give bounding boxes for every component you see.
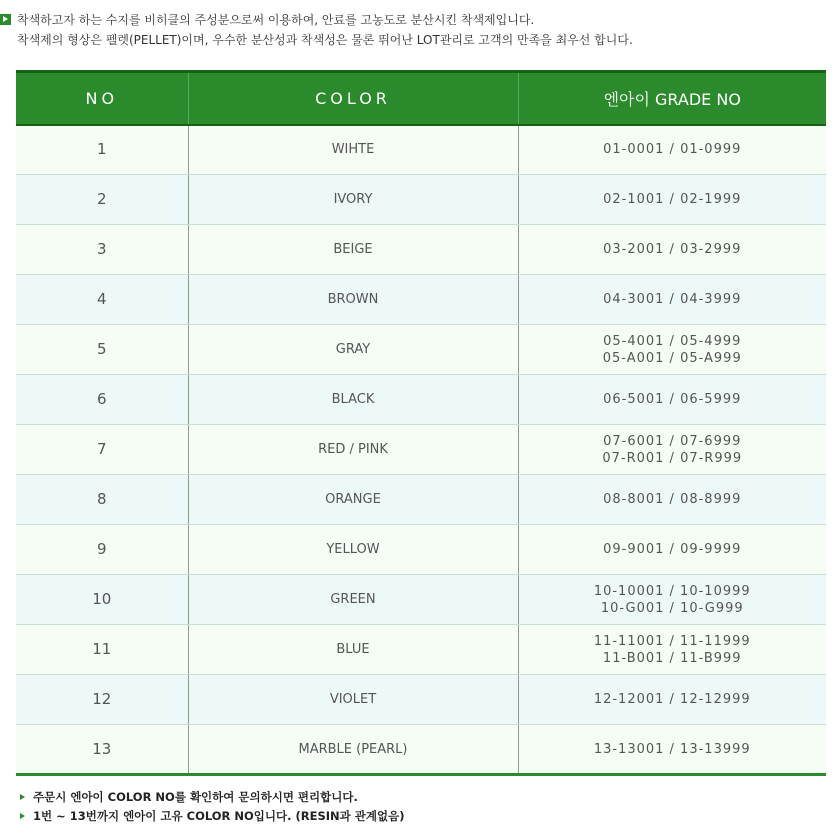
cell-grade-no (518, 175, 826, 225)
cell-color: BROWN (188, 275, 518, 325)
grade-range: 01-0001 / 01-0999 (603, 142, 742, 158)
cell-no: 3 (16, 225, 188, 275)
cell-no: 11 (16, 625, 188, 675)
cell-color: BLACK (188, 375, 518, 425)
notes (20, 788, 404, 826)
cell-color: MARBLE (PEARL) (188, 725, 518, 775)
cell-color: GREEN (188, 575, 518, 625)
grade-range: 06-5001 / 06-5999 (603, 392, 742, 407)
table-body (16, 125, 826, 775)
grade-range: 10-10001 / 10-10999 (593, 583, 751, 599)
cell-color: VIOLET (188, 675, 518, 725)
grade-range: 10-G001 / 10-G999 (600, 600, 744, 616)
table-row (16, 175, 826, 225)
cell-color: YELLOW (188, 525, 518, 575)
cell-no: 1 (16, 125, 188, 175)
triangle-bullet-icon (20, 794, 25, 800)
triangle-bullet-icon (20, 813, 25, 819)
note-item (20, 788, 404, 807)
cell-color: ORANGE (188, 475, 518, 525)
cell-color: BLUE (188, 625, 518, 675)
cell-grade-no (518, 625, 826, 675)
grade-range: 07-R001 / 07-R999 (602, 450, 743, 466)
table-row (16, 275, 826, 325)
intro-line-1-text: 착색하고자 하는 수지를 비히클의 주성분으로써 이용하여, 안료를 고농도로 분산시킨 착색제입니다. (17, 13, 535, 27)
cell-grade-no (518, 525, 826, 575)
grade-range: 05-4001 / 05-4999 (603, 333, 742, 349)
intro-line-1 (0, 10, 840, 30)
cell-grade-no (518, 325, 826, 375)
grade-range: 08-8001 / 08-8999 (603, 492, 742, 507)
cell-no: 6 (16, 375, 188, 425)
table-row (16, 325, 826, 375)
cell-no: 10 (16, 575, 188, 625)
intro-line-2 (0, 30, 840, 50)
grade-range: 04-3001 / 04-3999 (603, 292, 742, 307)
grade-range: 11-11001 / 11-11999 (593, 633, 751, 649)
table-header-row (16, 72, 826, 125)
table-row (16, 725, 826, 775)
cell-grade-no (518, 725, 826, 775)
play-arrow-icon (0, 14, 11, 25)
cell-color: BEIGE (188, 225, 518, 275)
table-row (16, 675, 826, 725)
table-row (16, 425, 826, 475)
cell-no: 5 (16, 325, 188, 375)
intro-line-2-text: 착색제의 형상은 펠렛(PELLET)이며, 우수한 분산성과 착색성은 물론 뛰어난 LOT관리로 고객의 만족을 최우선 합니다. (17, 33, 633, 47)
cell-grade-no (518, 675, 826, 725)
cell-no: 2 (16, 175, 188, 225)
intro-text (0, 10, 840, 50)
cell-color: IVORY (188, 175, 518, 225)
header-no: NO (16, 72, 188, 125)
cell-grade-no (518, 225, 826, 275)
grade-range: 12-12001 / 12-12999 (593, 692, 751, 707)
table-row (16, 225, 826, 275)
table-row (16, 125, 826, 175)
grade-range: 09-9001 / 09-9999 (603, 542, 742, 557)
table-row (16, 625, 826, 675)
cell-color: WIHTE (188, 125, 518, 175)
grade-range: 07-6001 / 07-6999 (603, 433, 742, 449)
grade-range: 11-B001 / 11-B999 (602, 650, 742, 666)
note-text: 주문시 엔아이 COLOR NO를 확인하여 문의하시면 편리합니다. (33, 790, 358, 804)
grade-range: 03-2001 / 03-2999 (603, 242, 742, 257)
grade-range: 02-1001 / 02-1999 (603, 192, 742, 207)
cell-no: 4 (16, 275, 188, 325)
cell-color: GRAY (188, 325, 518, 375)
cell-no: 8 (16, 475, 188, 525)
note-text: 1번 ~ 13번까지 엔아이 고유 COLOR NO입니다. (RESIN과 관계없음) (33, 809, 405, 823)
header-color: COLOR (188, 72, 518, 125)
note-item (20, 807, 404, 826)
table-row (16, 375, 826, 425)
cell-no: 12 (16, 675, 188, 725)
cell-color: RED / PINK (188, 425, 518, 475)
cell-grade-no (518, 375, 826, 425)
grade-range: 13-13001 / 13-13999 (593, 741, 751, 757)
cell-grade-no (518, 475, 826, 525)
table-row (16, 575, 826, 625)
cell-grade-no (518, 575, 826, 625)
cell-no: 9 (16, 525, 188, 575)
cell-no: 7 (16, 425, 188, 475)
cell-grade-no (518, 275, 826, 325)
cell-grade-no (518, 425, 826, 475)
table-row (16, 525, 826, 575)
header-grade-no: 엔아이 GRADE NO (518, 72, 826, 125)
grade-range: 05-A001 / 05-A999 (602, 350, 742, 366)
cell-grade-no (518, 125, 826, 175)
color-grade-table (16, 70, 826, 776)
cell-no: 13 (16, 725, 188, 775)
table-row (16, 475, 826, 525)
